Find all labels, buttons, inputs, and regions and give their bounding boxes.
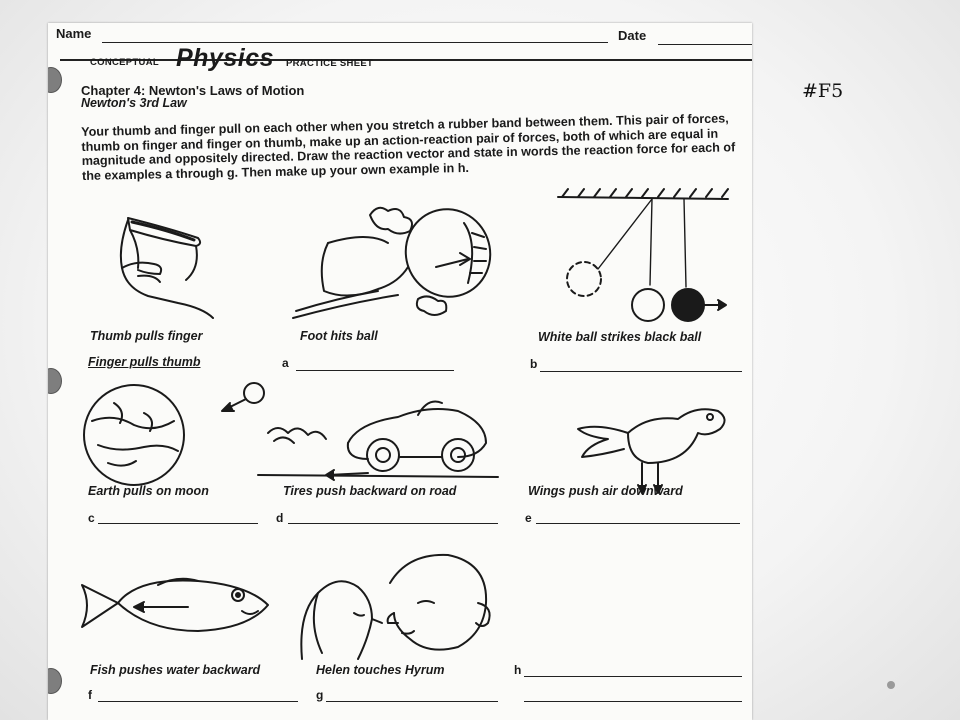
letter-c: c — [88, 511, 95, 525]
date-label: Date — [618, 28, 647, 43]
name-line — [102, 42, 608, 43]
faces-illustration — [298, 543, 508, 663]
punch-hole — [48, 368, 62, 394]
answer-line-h2[interactable] — [524, 701, 742, 702]
pendulum-illustration — [548, 193, 738, 333]
letter-h: h — [514, 663, 522, 677]
bird-wings-illustration — [568, 393, 748, 493]
letter-e: e — [525, 511, 532, 525]
earth-moon-illustration — [74, 383, 274, 483]
brand-title: Physics — [176, 44, 275, 72]
caption-item-c: Earth pulls on moon — [88, 484, 209, 498]
brand-right: PRACTICE SHEET — [286, 58, 374, 69]
letter-f: f — [88, 688, 92, 702]
letter-d: d — [276, 511, 284, 525]
fish-illustration — [78, 571, 278, 641]
letter-b: b — [530, 357, 538, 371]
punch-hole — [48, 668, 62, 694]
caption-item-a: Foot hits ball — [300, 329, 378, 343]
answer-line-a[interactable] — [296, 370, 454, 371]
answer-line-g[interactable] — [326, 701, 498, 702]
answer-line-e[interactable] — [536, 523, 740, 524]
caption-item-b: White ball strikes black ball — [538, 330, 702, 344]
header-rule — [60, 59, 752, 61]
answer-line-c[interactable] — [98, 523, 258, 524]
foot-ball-illustration — [288, 203, 498, 333]
answer-line-f[interactable] — [98, 701, 298, 702]
chapter-title: Chapter 4: Newton's Laws of Motion — [81, 83, 305, 98]
thumb-finger-illustration — [108, 208, 228, 308]
instructions-text: Your thumb and finger pull on each other when you stretch a rubber band between them. This pair of forces, thumb on finger and finger on thumb, make up an action-reaction pair of forces, both of which are equal in magnitude and oppositely directed. Draw the reaction vector and state in words the reaction force for each of the examples a through g. Then make up your own example in h. — [81, 111, 736, 183]
worksheet-photo — [48, 23, 752, 720]
caption-item-g: Helen touches Hyrum — [316, 663, 445, 677]
caption-item-e: Wings push air downward — [528, 484, 683, 498]
letter-a: a — [282, 356, 289, 370]
caption-item-0: Thumb pulls finger — [90, 329, 203, 343]
caption-item-d: Tires push backward on road — [283, 484, 457, 498]
name-label: Name — [56, 26, 92, 41]
answer-line-d[interactable] — [288, 523, 498, 524]
slide-label: #F5 — [802, 80, 844, 102]
answer-line-b[interactable] — [540, 371, 742, 372]
date-line — [658, 44, 752, 45]
answer-line-h[interactable] — [524, 676, 742, 677]
section-subtitle: Newton's 3rd Law — [81, 96, 187, 110]
brand-left: CONCEPTUAL — [90, 57, 159, 68]
punch-hole — [48, 67, 62, 93]
car-tires-illustration — [258, 393, 498, 493]
slide-nav-dot[interactable] — [887, 681, 895, 689]
letter-g: g — [316, 688, 324, 702]
answer-example: Finger pulls thumb — [88, 355, 201, 369]
caption-item-f: Fish pushes water backward — [90, 663, 261, 677]
